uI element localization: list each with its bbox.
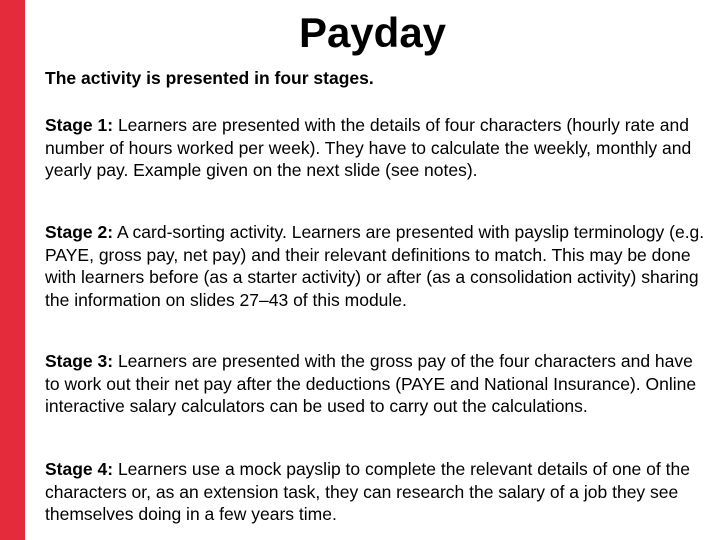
stage-3-text: Learners are presented with the gross pay of the four characters and have to work out their net pay after the deductions (PAYE and National Insurance). Online interactive salary calculators can be used to carry out the calculations.: [45, 351, 697, 416]
intro-text: The activity is presented in four stages.: [45, 68, 374, 88]
stage-3-paragraph: [45, 350, 705, 418]
stage-1-paragraph: [45, 114, 705, 182]
stage-4-label: Stage 4:: [45, 459, 114, 479]
accent-side-bar: [0, 0, 25, 540]
stage-1-label: Stage 1:: [45, 115, 114, 135]
stage-2-text: A card-sorting activity. Learners are presented with payslip terminology (e.g. PAYE, gross pay, net pay) and their relevant definitions to match. This may be done with learners before (as a starter activity) or after (as a consolidation activity) sharing the information on slides 27–43 of this module.: [45, 222, 705, 310]
page-title: Payday: [298, 9, 447, 56]
stage-2-paragraph: [45, 221, 705, 311]
stage-4-paragraph: [45, 458, 705, 526]
stage-2-label: Stage 2:: [45, 222, 114, 242]
stage-1-text: Learners are presented with the details of four characters (hourly rate and number of hours worked per week). They have to calculate the weekly, monthly and yearly pay. Example given on the next slide (see notes).: [45, 115, 692, 180]
stage-4-text: Learners use a mock payslip to complete the relevant details of one of the characters or, as an extension task, they can research the salary of a job they see themselves doing in a few years time.: [45, 459, 690, 524]
stage-3-label: Stage 3:: [45, 351, 114, 371]
